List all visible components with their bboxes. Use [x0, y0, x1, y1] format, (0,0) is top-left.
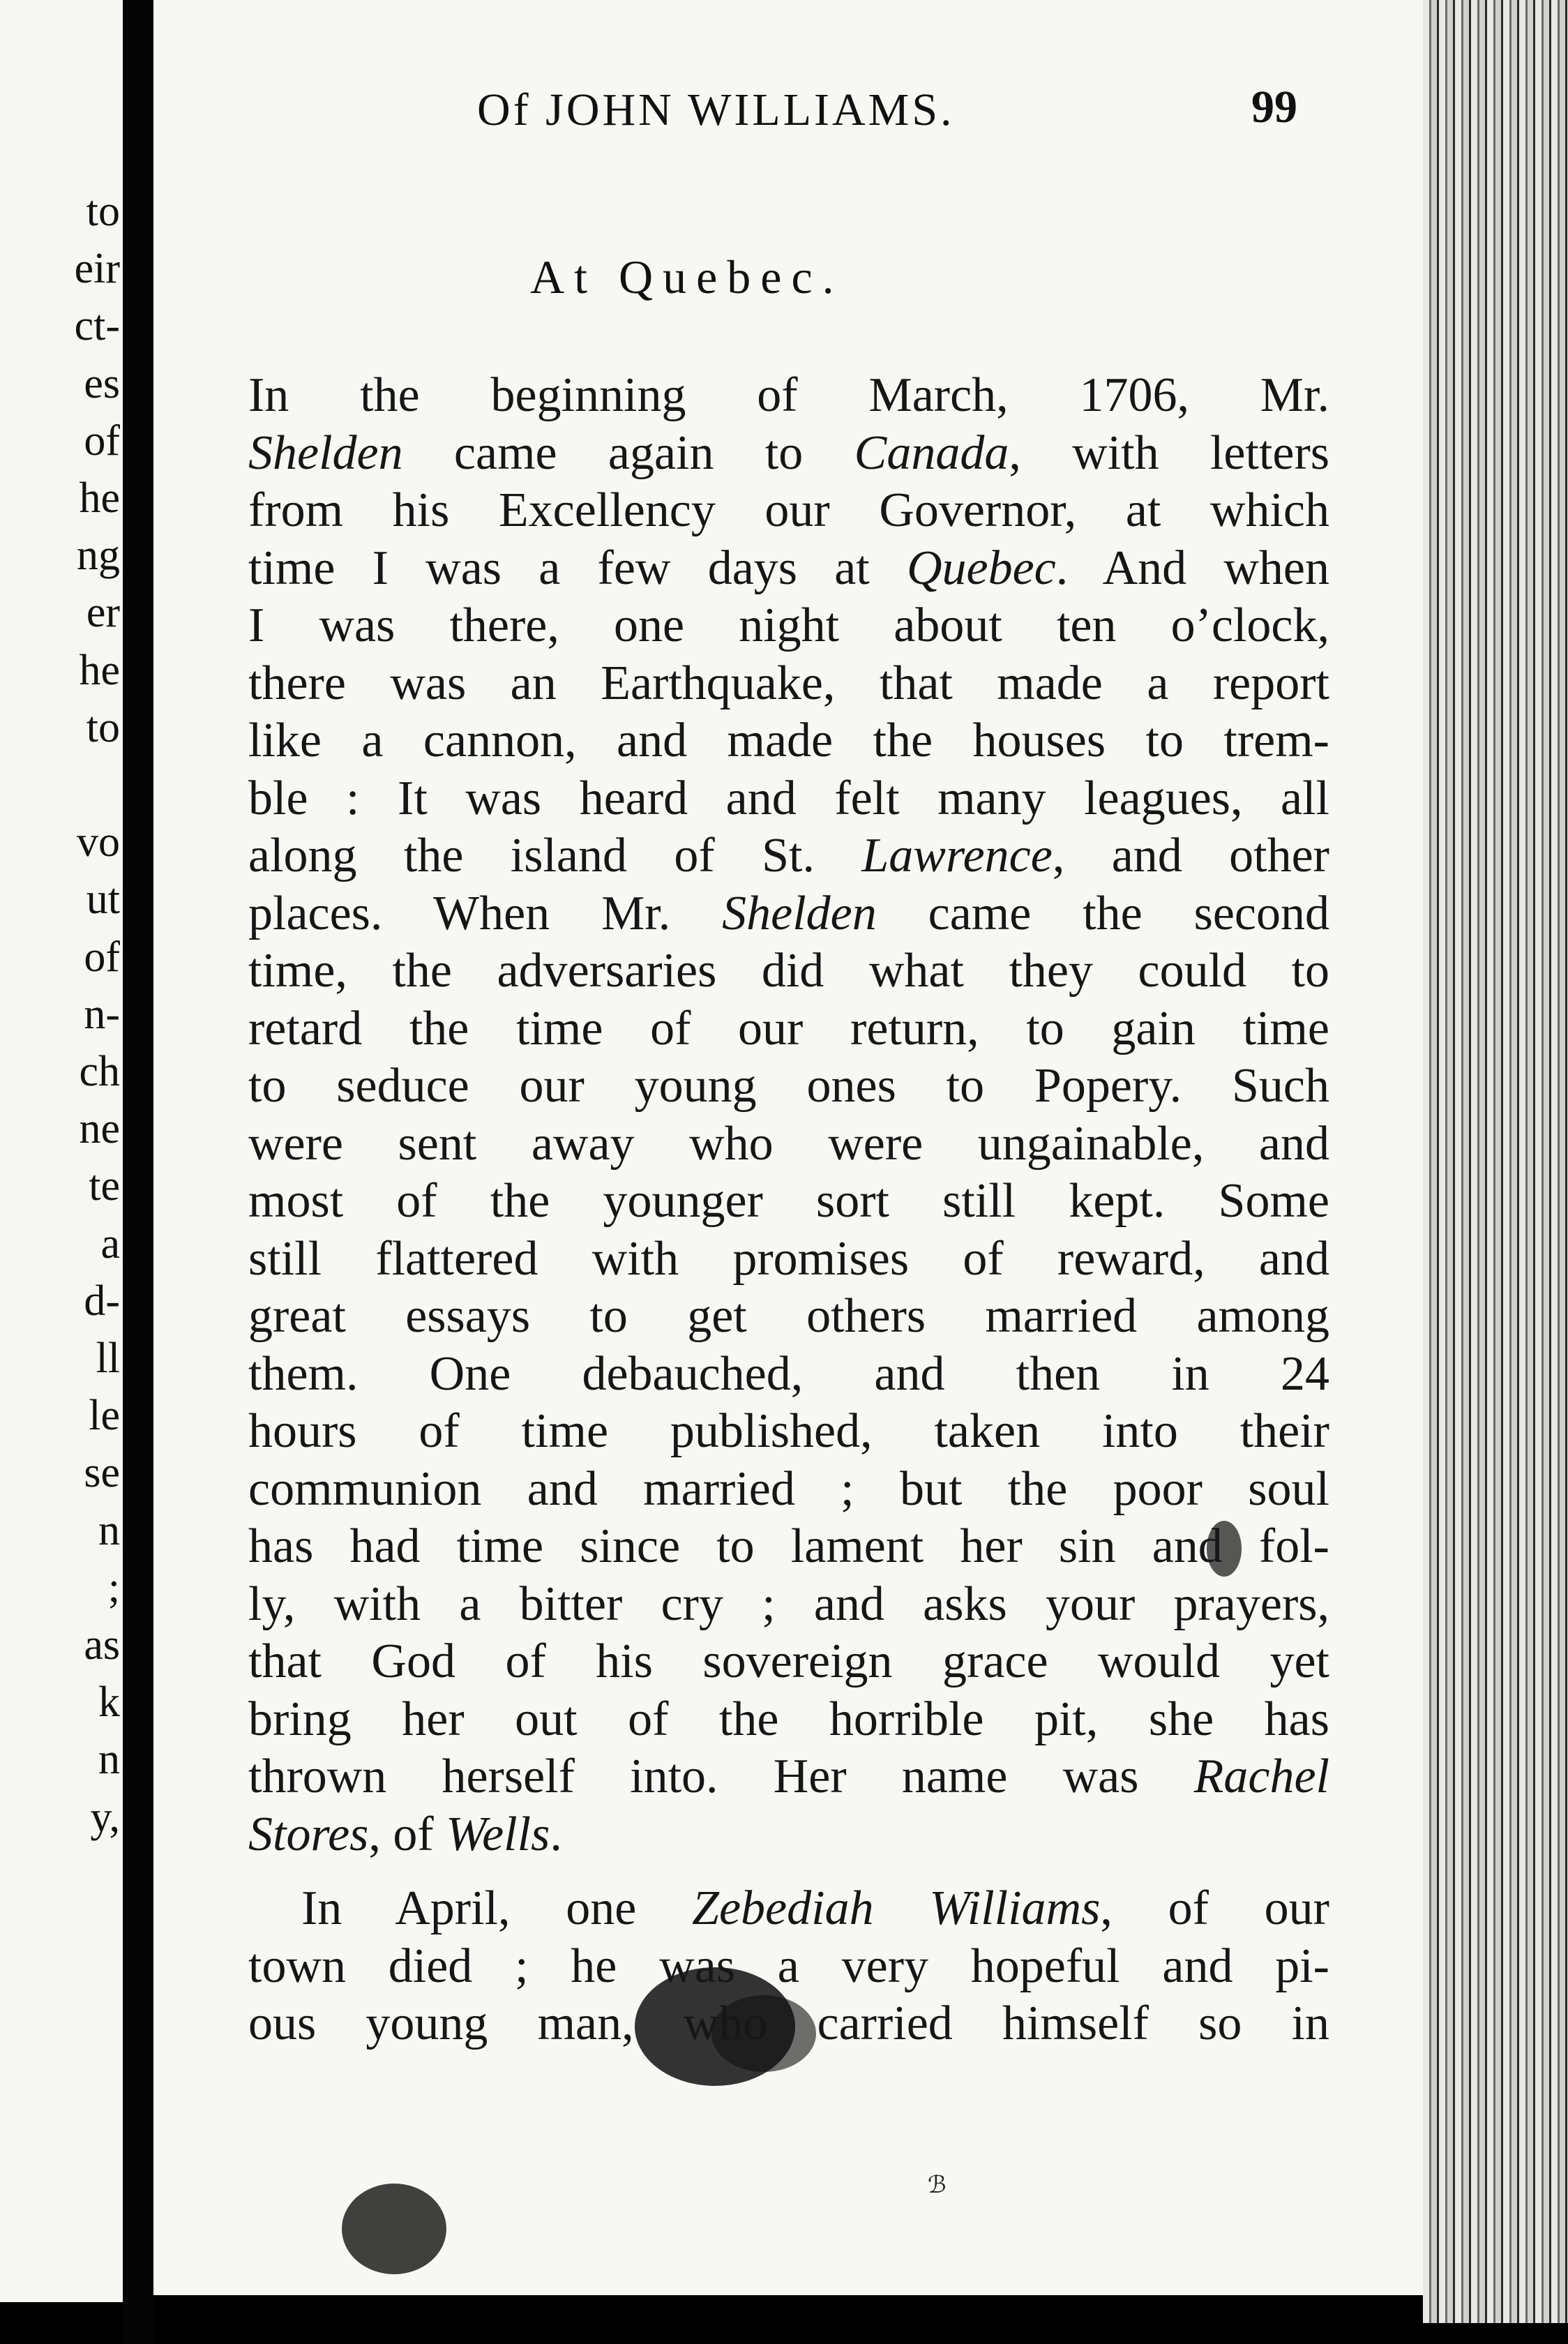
facing-page-fragment-line: se — [84, 1449, 120, 1497]
italic-text: Rachel — [1193, 1750, 1329, 1803]
text-line — [248, 1173, 1329, 1231]
text-span: ous young man, who carried himself so in — [248, 1997, 1329, 2050]
text-line — [248, 827, 1329, 885]
italic-text: Zebediah Williams — [692, 1881, 1101, 1935]
text-span: there was an Earthquake, that made a report — [248, 656, 1329, 710]
facing-page-fragment-line: ne — [79, 1105, 120, 1153]
facing-page-fragment-line: he — [79, 646, 120, 694]
text-line — [248, 1461, 1329, 1519]
text-span: , of — [368, 1807, 446, 1861]
text-span: In April, one — [301, 1881, 693, 1935]
section-heading: At Quebec. — [530, 250, 844, 303]
italic-text: Canada — [854, 426, 1009, 480]
italic-text: Lawrence — [861, 829, 1053, 882]
text-span: to seduce our young ones to Popery. Such — [248, 1059, 1329, 1113]
facing-page-fragment-line: to — [86, 703, 120, 751]
text-line — [248, 1403, 1329, 1461]
text-line — [248, 770, 1329, 828]
body-text — [248, 367, 1329, 2053]
text-line — [248, 1938, 1329, 1996]
text-line — [248, 1518, 1329, 1576]
text-span: , of our — [1100, 1881, 1329, 1935]
printers-mark: ℬ — [928, 2172, 947, 2198]
text-span: that God of his sovereign grace would yet — [248, 1635, 1329, 1688]
text-span: places. When Mr. — [248, 886, 723, 940]
italic-text: Stores — [248, 1807, 369, 1861]
text-line — [248, 942, 1329, 1000]
text-span: time I was a few days at — [248, 541, 907, 595]
text-span: from his Excellency our Governor, at which — [248, 483, 1329, 537]
text-line — [248, 1691, 1329, 1749]
facing-page-fragment-line: to — [86, 188, 120, 235]
text-line — [248, 1058, 1329, 1115]
text-span: thrown herself into. Her name was — [248, 1750, 1194, 1803]
page-number: 99 — [1251, 82, 1297, 133]
facing-page-fragment-line: te — [89, 1162, 120, 1210]
text-line — [248, 1880, 1329, 1938]
text-span: In the beginning of March, 1706, Mr. — [248, 368, 1329, 422]
page-header — [328, 82, 1297, 153]
book-gutter — [123, 0, 153, 2344]
text-line — [248, 1806, 1329, 1864]
facing-page-fragment-line: d- — [84, 1277, 120, 1325]
facing-page-fragment-line: es — [84, 359, 120, 407]
text-span: communion and married ; but the poor soul — [248, 1462, 1329, 1516]
running-head: Of JOHN WILLIAMS. — [477, 84, 955, 135]
text-line — [248, 1000, 1329, 1058]
text-span: ble : It was heard and felt many leagues, all — [248, 771, 1329, 825]
italic-text: Wells — [446, 1807, 550, 1861]
facing-page-fragment-line: ng — [77, 532, 120, 580]
text-span: ly, with a bitter cry ; and asks your prayers, — [248, 1577, 1329, 1631]
text-span: I was there, one night about ten o’clock, — [248, 599, 1329, 652]
facing-page-fragment-line: ut — [86, 876, 120, 924]
text-line — [248, 482, 1329, 540]
text-line — [248, 1346, 1329, 1404]
text-line — [248, 425, 1329, 483]
facing-page-fragment-line — [75, 756, 120, 813]
text-span: time, the adversaries did what they could to — [248, 944, 1329, 998]
text-span: came again to — [402, 426, 854, 480]
text-line — [248, 1995, 1329, 2053]
text-span: , and other — [1052, 829, 1329, 882]
text-span: like a cannon, and made the houses to trem- — [248, 714, 1329, 767]
facing-page-fragment-line: k — [98, 1678, 120, 1727]
facing-page-fragment-line: n — [98, 1506, 120, 1554]
italic-text: Shelden — [248, 426, 403, 480]
text-span: , with letters — [1009, 426, 1329, 480]
facing-page-fragment-line: ll — [96, 1335, 120, 1383]
facing-page-fragment-line: a — [100, 1219, 120, 1268]
text-line — [248, 367, 1329, 425]
text-line — [248, 655, 1329, 713]
facing-page-fragment-line: vo — [77, 818, 120, 866]
text-span: along the island of St. — [248, 829, 862, 882]
facing-page-fragment-line: ; — [107, 1563, 120, 1612]
text-span: bring her out of the horrible pit, she has — [248, 1692, 1329, 1746]
text-line — [248, 1288, 1329, 1346]
text-span: them. One debauched, and then in 24 — [248, 1346, 1329, 1401]
text-line — [248, 1231, 1329, 1289]
facing-page-fragment-line: of — [84, 416, 120, 465]
facing-page-fragment-line: le — [89, 1392, 120, 1440]
italic-text: Quebec — [906, 541, 1056, 595]
facing-page-fragment-line: n- — [84, 990, 120, 1038]
text-span: most of the younger sort still kept. Some — [248, 1174, 1329, 1228]
facing-page-fragment-line: ct- — [74, 302, 120, 350]
facing-page-fragment-line: of — [84, 933, 120, 981]
text-span: still flattered with promises of reward, and — [248, 1231, 1329, 1286]
text-span: hours of time published, taken into their — [248, 1404, 1329, 1458]
ink-blot — [342, 2184, 446, 2274]
facing-page-fragment-line: eir — [74, 245, 120, 293]
text-span: town died ; he was a very hopeful and pi- — [248, 1939, 1329, 1993]
text-line — [248, 885, 1329, 943]
text-span: were sent away who were ungainable, and — [248, 1116, 1329, 1171]
facing-page-fragment-line: n — [98, 1736, 120, 1784]
facing-page-fragment-line: ch — [79, 1048, 120, 1096]
text-span: great essays to get others married among — [248, 1289, 1329, 1343]
text-span: . — [550, 1807, 562, 1861]
text-span: has had time since to lament her sin and fol- — [248, 1519, 1329, 1573]
text-line — [248, 540, 1329, 598]
text-line — [248, 712, 1329, 770]
text-line — [248, 597, 1329, 655]
text-span: retard the time of our return, to gain time — [248, 1001, 1329, 1055]
text-span: . And when — [1055, 541, 1330, 595]
italic-text: Shelden — [722, 886, 877, 940]
text-line — [248, 1576, 1329, 1634]
text-line — [248, 1633, 1329, 1691]
text-span: came the second — [876, 886, 1329, 940]
facing-page-fragment-line: he — [79, 474, 120, 523]
text-line — [248, 1748, 1329, 1806]
facing-page-fragment-line: er — [86, 589, 120, 637]
facing-page-fragment-line: y, — [90, 1793, 120, 1841]
facing-page-fragment — [0, 0, 123, 2302]
facing-page-line-endings — [75, 183, 120, 1846]
facing-page-fragment-line: as — [84, 1621, 120, 1669]
text-line — [248, 1115, 1329, 1173]
page-edges — [1423, 0, 1568, 2323]
